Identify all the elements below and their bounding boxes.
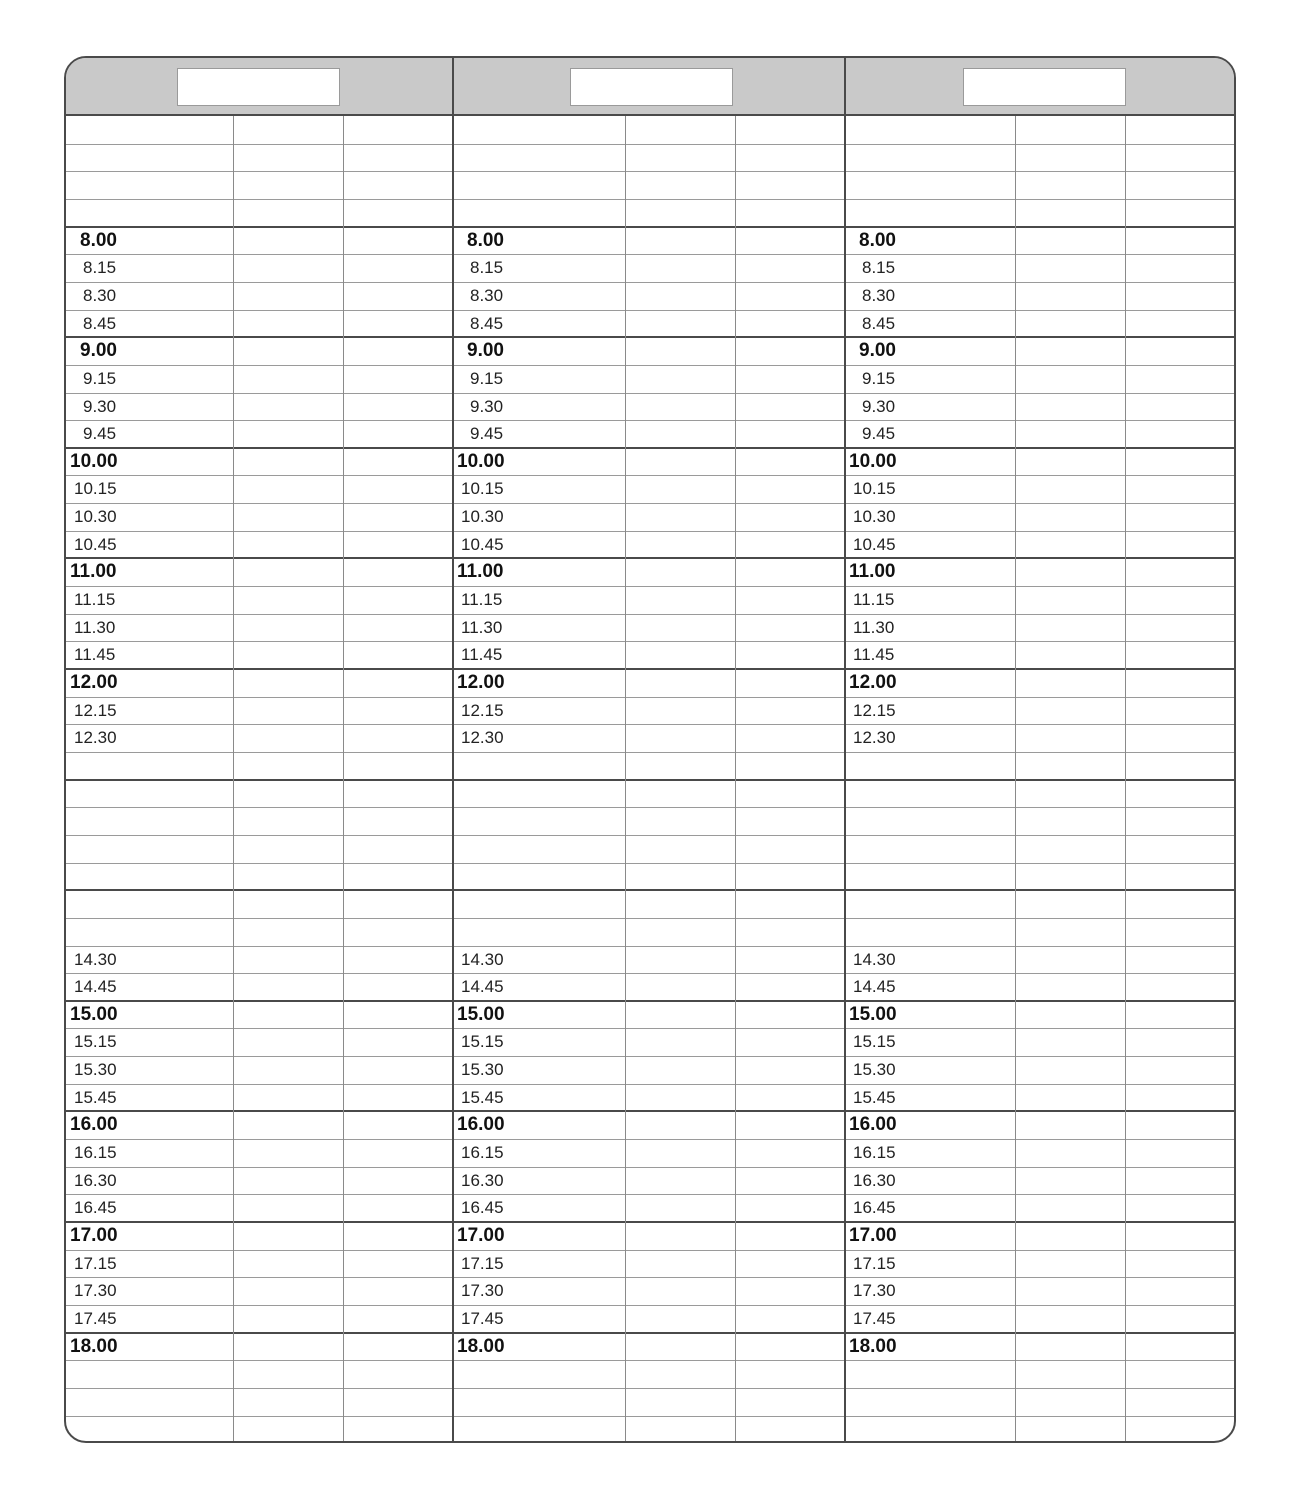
sub-column-divider	[735, 116, 736, 1441]
sub-column-divider	[233, 116, 234, 1441]
hour-divider	[66, 447, 1234, 449]
quarter-divider	[66, 420, 1234, 421]
time-label: 9.00	[859, 340, 896, 362]
time-label: 15.45	[461, 1087, 504, 1107]
quarter-divider	[66, 503, 1234, 504]
time-label: 16.15	[461, 1143, 504, 1163]
time-label: 12.30	[461, 728, 504, 748]
quarter-divider	[66, 1305, 1234, 1306]
time-label: 15.45	[853, 1087, 896, 1107]
quarter-divider	[66, 531, 1234, 532]
time-label: 10.00	[457, 450, 505, 472]
time-label: 8.30	[862, 285, 896, 305]
time-label: 12.30	[853, 728, 896, 748]
time-label: 9.45	[470, 424, 504, 444]
time-label: 16.30	[461, 1170, 504, 1190]
hour-divider	[66, 557, 1234, 559]
time-label: 8.45	[862, 313, 896, 333]
time-label: 8.00	[467, 229, 504, 251]
time-label: 15.15	[853, 1032, 896, 1052]
quarter-divider	[66, 697, 1234, 698]
time-label: 9.30	[862, 396, 896, 416]
time-label: 9.15	[83, 368, 117, 388]
time-label: 15.00	[849, 1003, 897, 1025]
header-band	[66, 58, 1234, 116]
time-label: 16.15	[74, 1143, 117, 1163]
quarter-divider	[66, 973, 1234, 974]
time-label: 16.15	[853, 1143, 896, 1163]
time-label: 14.30	[461, 949, 504, 969]
time-label: 11.00	[849, 561, 896, 583]
quarter-divider	[66, 282, 1234, 283]
quarter-divider	[66, 1167, 1234, 1168]
time-label: 9.15	[470, 368, 504, 388]
time-label: 14.30	[853, 949, 896, 969]
time-label: 17.15	[461, 1253, 504, 1273]
quarter-divider	[66, 144, 1234, 145]
time-label: 9.15	[862, 368, 896, 388]
time-label: 11.30	[74, 617, 116, 637]
quarter-divider	[66, 918, 1234, 919]
quarter-divider	[66, 614, 1234, 615]
quarter-divider	[66, 1194, 1234, 1195]
time-label: 17.45	[853, 1308, 896, 1328]
time-label: 14.45	[853, 977, 896, 997]
time-label: 14.45	[461, 977, 504, 997]
quarter-divider	[66, 1056, 1234, 1057]
time-label: 10.45	[461, 534, 504, 554]
time-label: 16.00	[70, 1114, 118, 1136]
quarter-divider	[66, 807, 1234, 808]
time-label: 17.45	[461, 1308, 504, 1328]
quarter-divider	[66, 475, 1234, 476]
time-label: 9.45	[83, 424, 117, 444]
time-label: 15.00	[70, 1003, 118, 1025]
time-label: 18.00	[70, 1335, 118, 1357]
time-label: 17.00	[849, 1225, 897, 1246]
day-heading-box-2[interactable]	[570, 68, 733, 106]
time-label: 16.00	[849, 1114, 897, 1136]
time-label: 16.45	[74, 1198, 117, 1218]
time-label: 10.30	[74, 507, 117, 527]
quarter-divider	[66, 199, 1234, 200]
quarter-divider	[66, 1250, 1234, 1251]
time-label: 11.15	[461, 590, 503, 610]
time-label: 15.30	[461, 1060, 504, 1080]
time-label: 11.30	[853, 617, 895, 637]
time-label: 11.15	[853, 590, 895, 610]
hour-divider	[66, 226, 1234, 228]
hour-divider	[66, 1221, 1234, 1223]
planner-sheet	[64, 56, 1236, 1443]
hour-divider	[66, 779, 1234, 781]
time-label: 12.30	[74, 728, 117, 748]
time-label: 14.45	[74, 977, 117, 997]
day-column-divider	[452, 58, 454, 1441]
sub-column-divider	[625, 116, 626, 1441]
quarter-divider	[66, 1028, 1234, 1029]
time-label: 10.15	[853, 479, 896, 499]
sub-column-divider	[343, 116, 344, 1441]
time-label: 12.15	[853, 700, 896, 720]
quarter-divider	[66, 946, 1234, 947]
time-label: 11.00	[457, 561, 504, 583]
time-label: 12.00	[457, 672, 505, 693]
quarter-divider	[66, 863, 1234, 864]
time-label: 10.45	[853, 534, 896, 554]
hour-divider	[66, 1110, 1234, 1112]
time-label: 17.00	[70, 1225, 118, 1246]
time-label: 11.45	[853, 645, 895, 665]
hour-divider	[66, 1000, 1234, 1002]
time-label: 15.00	[457, 1003, 505, 1025]
time-label: 17.30	[461, 1281, 504, 1301]
time-label: 8.45	[83, 313, 117, 333]
day-column-divider	[844, 58, 846, 1441]
time-label: 9.30	[83, 396, 117, 416]
hour-divider	[66, 336, 1234, 338]
time-label: 11.45	[74, 645, 116, 665]
time-label: 11.15	[74, 590, 116, 610]
time-label: 16.45	[853, 1198, 896, 1218]
time-label: 12.15	[461, 700, 504, 720]
time-label: 11.00	[70, 561, 117, 583]
time-label: 10.15	[74, 479, 117, 499]
sub-column-divider	[1125, 116, 1126, 1441]
time-label: 10.30	[853, 507, 896, 527]
quarter-divider	[66, 835, 1234, 836]
quarter-divider	[66, 586, 1234, 587]
quarter-divider	[66, 254, 1234, 255]
time-label: 11.45	[461, 645, 503, 665]
hour-divider	[66, 889, 1234, 891]
time-label: 10.00	[849, 450, 897, 472]
day-heading-box-3[interactable]	[963, 68, 1126, 106]
hour-divider	[66, 668, 1234, 670]
time-label: 18.00	[849, 1335, 897, 1357]
time-label: 9.00	[467, 340, 504, 362]
quarter-divider	[66, 171, 1234, 172]
quarter-divider	[66, 1277, 1234, 1278]
time-label: 9.30	[470, 396, 504, 416]
time-label: 14.30	[74, 949, 117, 969]
time-label: 17.30	[853, 1281, 896, 1301]
time-label: 8.15	[862, 258, 896, 278]
time-label: 15.45	[74, 1087, 117, 1107]
time-label: 9.45	[862, 424, 896, 444]
time-label: 17.30	[74, 1281, 117, 1301]
time-label: 8.45	[470, 313, 504, 333]
time-label: 17.00	[457, 1225, 505, 1246]
time-label: 10.00	[70, 450, 118, 472]
quarter-divider	[66, 365, 1234, 366]
time-label: 8.15	[83, 258, 117, 278]
quarter-divider	[66, 724, 1234, 725]
time-label: 17.45	[74, 1308, 117, 1328]
time-label: 15.30	[74, 1060, 117, 1080]
time-label: 17.15	[74, 1253, 117, 1273]
time-label: 10.30	[461, 507, 504, 527]
time-label: 12.00	[849, 672, 897, 693]
quarter-divider	[66, 641, 1234, 642]
quarter-divider	[66, 752, 1234, 753]
time-label: 17.15	[853, 1253, 896, 1273]
hour-divider	[66, 1332, 1234, 1334]
quarter-divider	[66, 1139, 1234, 1140]
time-label: 11.30	[461, 617, 503, 637]
time-label: 10.15	[461, 479, 504, 499]
time-label: 12.00	[70, 672, 118, 693]
quarter-divider	[66, 1360, 1234, 1361]
time-label: 8.30	[83, 285, 117, 305]
time-label: 9.00	[80, 340, 117, 362]
time-label: 15.30	[853, 1060, 896, 1080]
time-label: 8.15	[470, 258, 504, 278]
quarter-divider	[66, 310, 1234, 311]
sub-column-divider	[1015, 116, 1016, 1441]
day-heading-box-1[interactable]	[177, 68, 340, 106]
time-label: 8.00	[80, 229, 117, 251]
time-label: 16.30	[74, 1170, 117, 1190]
time-label: 15.15	[461, 1032, 504, 1052]
time-label: 10.45	[74, 534, 117, 554]
time-label: 16.30	[853, 1170, 896, 1190]
time-label: 8.00	[859, 229, 896, 251]
quarter-divider	[66, 393, 1234, 394]
time-label: 16.00	[457, 1114, 505, 1136]
time-label: 18.00	[457, 1335, 505, 1357]
time-label: 16.45	[461, 1198, 504, 1218]
quarter-divider	[66, 1388, 1234, 1389]
quarter-divider	[66, 1084, 1234, 1085]
time-label: 8.30	[470, 285, 504, 305]
time-label: 15.15	[74, 1032, 117, 1052]
time-label: 12.15	[74, 700, 117, 720]
quarter-divider	[66, 1416, 1234, 1417]
